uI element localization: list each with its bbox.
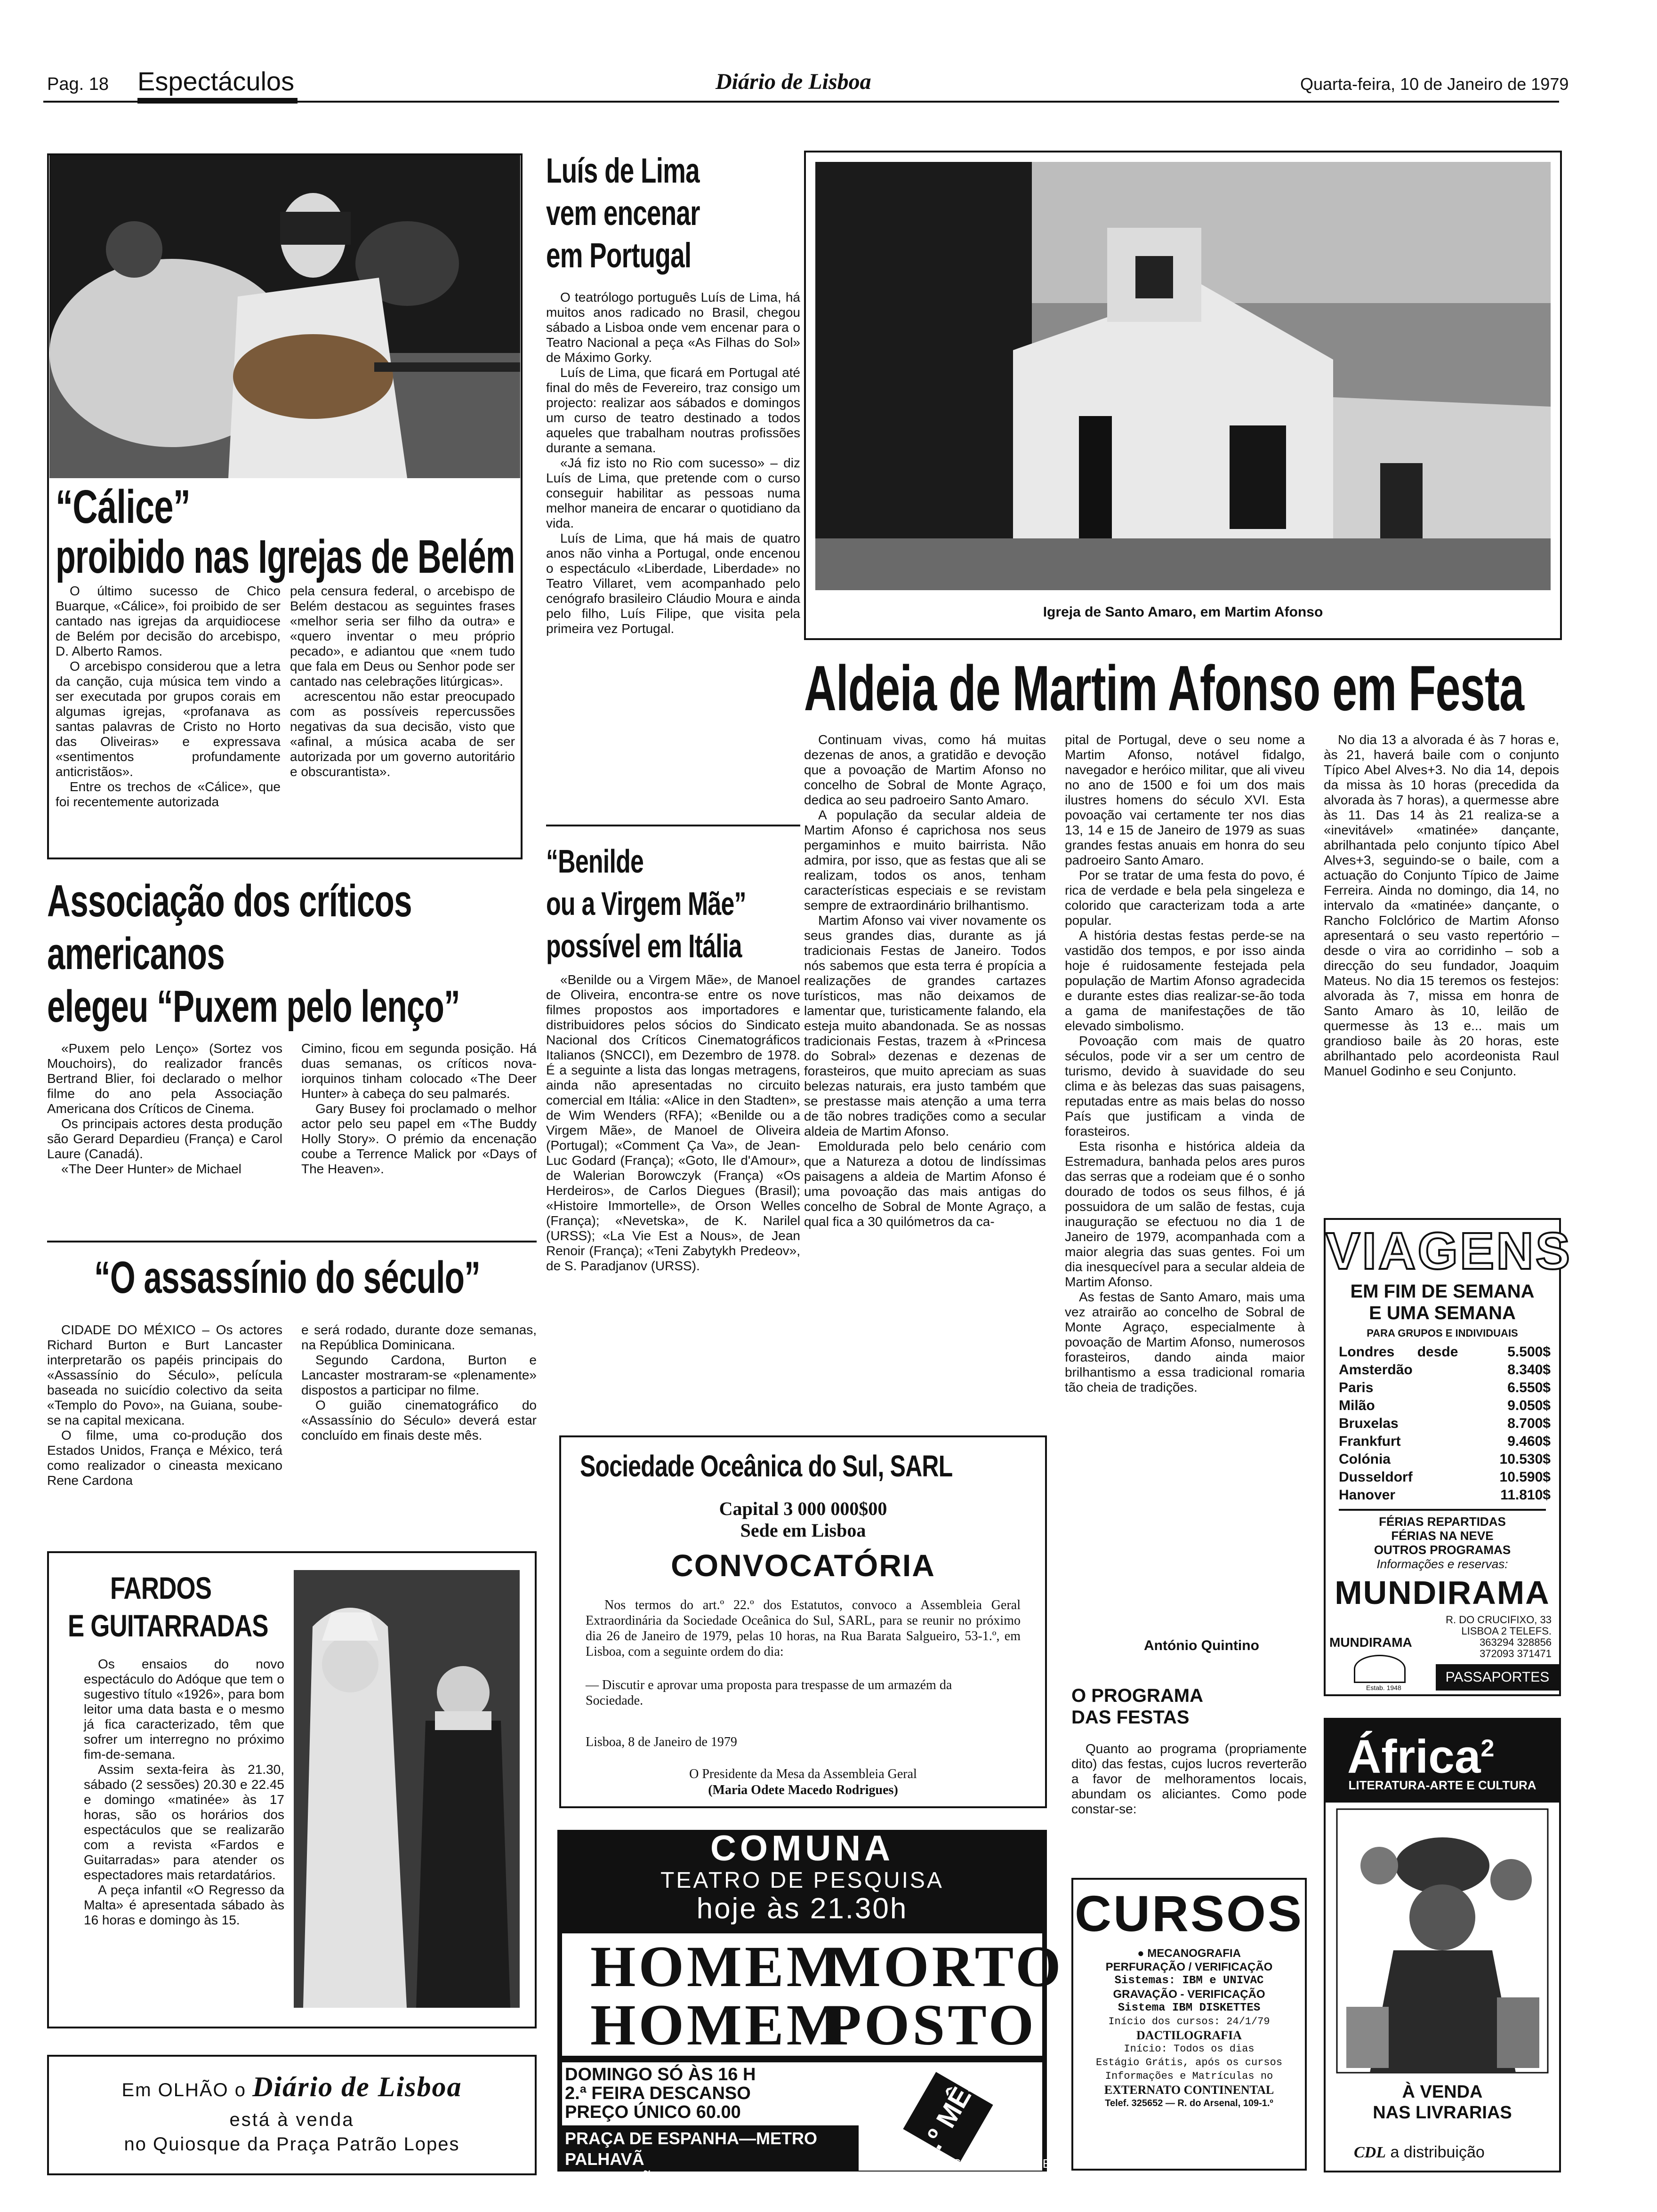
olhao-line-3: no Quiosque da Praça Patrão Lopes — [124, 2134, 460, 2155]
comuna-show-homem-1: HOMEM — [590, 1934, 845, 1999]
benilde-headline-3: possível em Itália — [546, 928, 742, 964]
igreja-santo-amaro-photo — [815, 162, 1551, 590]
price-row: Amsterdão 8.340$ — [1339, 1362, 1551, 1378]
aldeia-author: António Quintino — [1144, 1638, 1259, 1653]
olhao-line-1: Em OLHÃO o Diário de Lisboa — [121, 2071, 462, 2102]
africa-sale-2: NAS LIVRARIAS — [1373, 2103, 1512, 2123]
price-row: Hanover 11.810$ — [1339, 1487, 1551, 1503]
criticos-article — [47, 875, 537, 1224]
section-title: Espectáculos — [137, 66, 295, 96]
mundirama-contacts: R. DO CRUCIFIXO, 33 LISBOA 2 TELEFS. 363294 328856 372093 371471 — [1446, 1614, 1552, 1659]
sociedade-notice — [559, 1435, 1047, 1808]
issue-date: Quarta-feira, 10 de Janeiro de 1979 — [1300, 74, 1569, 94]
luis-headline-1: Luís de Lima — [546, 151, 700, 190]
page-number: Pag. 18 — [47, 74, 109, 94]
comuna-subtitle: TEATRO DE PESQUISA — [660, 1868, 944, 1893]
comuna-subsidio: SUBSÍDIO DA SEC — [953, 2156, 1060, 2171]
rule-assassinio-top — [47, 1241, 537, 1242]
fardos-headline-2: E GUITARRADAS — [68, 1608, 268, 1643]
price-row: Colónia 10.530$ — [1339, 1451, 1551, 1467]
viagens-sub-1: EM FIM DE SEMANA — [1350, 1281, 1535, 1302]
comuna-today: hoje às 21.30h — [696, 1892, 908, 1925]
cdl-logo: CDL — [1354, 2144, 1386, 2161]
fardos-text: Os ensaios do novo espectáculo do Adóque que tem o sugestivo título «1926», para bom leitor uma data basta e o mesmo já fica caracterizado, têm que sofrer um interregno no próximo fim-de-semana. Assim sexta-feira às 21.30, sábado (2 sessões) 20.30 e 22.45 e domingo «matinée» às 17 horas, são os horários dos espectáculos que se realizarão com a revista «Fardos e Guitarradas» para atender os espectadores mais retardatários. A peça infantil «O Regresso da Malta» é apresentada sábado às 16 horas e domingo às 15. — [84, 1657, 284, 1927]
price-row: Londres desde 5.500$ — [1339, 1344, 1551, 1360]
luis-headline-2: vem encenar — [546, 193, 700, 232]
aldeia-col-1: Continuam vivas, como há muitas dezenas de anos, a gratidão e devoção que a povoação de Martim Afonso no concelho de Sobral de Monte Agraço, dedica ao seu padroeiro Santo Amaro. A população da secular aldeia de Martim Afonso é caprichosa nos seus pergaminhos e muito bairrista. Não admira, por isso, que as festas que ali se realizam, todos os anos, tenham características especiais e se revistam sempre de extraordinário brilhantismo. Martim Afonso vai viver novamente os seus grandes dias, durante as já tradicionais Festas de Janeiro. Todos nós sabemos que esta terra é propícia a realizações de grandes cartazes turísticos, mas não deixamos de lamentar que, turisticamente falando, ela esteja muito abandonada. Se as nossas tradicionais Festas, trazem à «Princesa do Sobral» dezenas e dezenas de forasteiros, que muito apreciam as suas belezas naturais, era justo também que se prestasse mais atenção a uma terra de tão nobres tradições como a secular aldeia de Martim Afonso. Emoldurada pelo belo cenário com que a Natureza a dotou de lindíssimas paisagens a aldeia de Martim Afonso é uma povoação das mais antigas do concelho de Sobral de Monte Agraço, a qual fica a 30 quilómetros da ca- — [804, 732, 1046, 1229]
sociedade-title: Sociedade Oceânica do Sul, SARL — [580, 1449, 953, 1483]
passaportes-label: PASSAPORTES — [1436, 1664, 1559, 1691]
benilde-headline-2: ou a Virgem Mãe” — [546, 885, 746, 922]
calice-headline-2: proibido nas Igrejas de Belém — [56, 530, 515, 583]
comuna-ad — [557, 1828, 1064, 2189]
viagens-sub-2: E UMA SEMANA — [1369, 1303, 1516, 1323]
viagens-price-table — [1339, 1343, 1551, 1504]
criticos-headline-2: americanos — [47, 929, 225, 979]
mundirama-logo: MUNDIRAMA — [1335, 1574, 1550, 1611]
calice-col-1: O último sucesso de Chico Buarque, «Cálice», foi proibido de ser cantado nas igrejas da arquidiocese de Belém por decisão do arcebispo, D. Alberto Ramos. O arcebispo considerou que a letra da canção, cuja música tem vindo a ser executada por grupos corais em algumas igrejas, «profanava as santas palavras de Cristo no Horto das Oliveiras» e expressava «sentimentos profundamente anticristãos». Entre os trechos de «Cálice», que foi recentemente autorizada — [56, 584, 281, 809]
paper-name: Diário de Lisboa — [716, 69, 871, 94]
assassinio-col-2: e será rodado, durante doze semanas, na República Dominicana. Segundo Cardona, Burton e Lancaster mostraram-se «plenamente» dispostos a participar no filme. O guião cinematográfico do «Assassínio do Século» deverá estar concluído em finais deste mês. — [301, 1322, 537, 1443]
aldeia-col-2: pital de Portugal, deve o seu nome a Martim Afonso, notável fidalgo, navegador e heróico militar, que ali viveu no ano de 1500 e foi um dos mais ilustres homens do século XVI. Esta povoação vai certamente ter nos dias 13, 14 e 15 de Janeiro de 1979 as suas grandes festas anuais em honra do seu padroeiro Santo Amaro. Por se tratar de uma festa do povo, é rica de verdade e bela pela singeleza e colorido que caracterizam toda a arte popular. A história destas festas perde-se na vastidão dos tempos, e por isso ainda hoje é ruidosamente festejada pela população de Martim Afonso agradecida e durante estes dias realizar-se-ão toda a gama de manifestações de tão elevado simbolismo. Povoação com mais de quatro séculos, pode vir a ser um centro de turismo, devido à suavidade do seu clima e às belezas das suas paisagens, reputadas entre as mais belas do nosso País que justificam a vinda de forasteiros. Esta risonha e histórica aldeia da Estremadura, banhada pelos ares puros das serras que a rodeiam que é o sonho dourado de todos os seus filhos, é já possuidora de um salão de festas, cuja inauguração se efectuou no dia 1 de Janeiro de 1979, acompanhada com a maior alegria das suas gentes. Foi um dia inesquecível para a secular aldeia de Martim Afonso. As festas de Santo Amaro, mais uma vez atrairão ao concelho de Sobral de Monte Agraço, especialmente à povoação de Martim Afonso, numerosos forasteiros, dando ainda maior brilhantismo a essa tradicional romaria tão cheia de tradições. — [1065, 732, 1305, 1395]
assassinio-article — [47, 1252, 537, 1534]
comuna-show-homem-2: HOMEM — [590, 1993, 845, 2057]
price-row: Frankfurt 9.460$ — [1339, 1434, 1551, 1449]
africa-header — [1326, 1720, 1559, 1803]
sociedade-text: Nos termos do art.º 22.º dos Estatutos, convoco a Assembleia Geral Extraordinária da Sociedade Oceânica do Sul, SARL, para se reunir no próximo dia 26 de Janeiro de 1979, pelas 10 horas, na Rua Barata Salgueiro, 53-1.º, em Lisboa, com a seguinte ordem do dia: — [586, 1598, 1021, 1659]
comuna-show-posto: POSTO — [826, 1993, 1037, 2057]
assassinio-col-1: CIDADE DO MÉXICO – Os actores Richard Burton e Burt Lancaster interpretarão os papéis principais do «Assassínio do Século», película baseada no suicídio colectivo da seita «Templo do Povo», na Guiana, soube-se na capital mexicana. O filme, uma co-produção dos Estados Unidos, França e México, terá como realizador o cineasta mexicano Rene Cardona — [47, 1322, 282, 1488]
luis-headline-3: em Portugal — [546, 236, 692, 275]
aldeia-col-3: No dia 13 a alvorada é às 7 horas e, às 21, haverá baile com o conjunto Típico Abel Alves+3. No dia 14, depois da missa às 10 horas (precedida da alvorada às 7 horas), a quermesse abre às 11. Das 14 às 21 realiza-se a «inevitável» «matinée» dançante, abrilhantada pelo conjunto típico Abel Alves+3, seguindo-se o baile, com a actuação do Conjunto Típico de Jaime Ferreira. Ainda no domingo, dia 14, no intervalo da «matinée» dançante, o Rancho Folclórico de Martim Afonso apresentará o seu vasto repertório – desde o vira ao corridinho – sob a direcção do seu fundador, Joaquim Mateus. No dia 15 teremos os festejos: alvorada às 7, missa em honra de Santo Amaro às 10, leilão de quermesse às 13 e... mais um grandioso baile às 20 horas, este abrilhantado pelo acordeonista Raul Manuel Godinho e seu Conjunto. — [1324, 732, 1559, 1078]
criticos-headline-3: elegeu “Puxem pelo lenço” — [47, 981, 460, 1032]
comuna-address: PRAÇA DE ESPANHA—METRO PALHAVÃ MARCAÇÕES TEL. 76 26 24 — [557, 2125, 859, 2172]
sociedade-capital: Capital 3 000 000$00 — [719, 1498, 887, 1519]
calice-headline-1: “Cálice” — [56, 481, 191, 533]
luis-text: O teatrólogo português Luís de Lima, há muitos anos radicado no Brasil, chegou sábado a Lisboa onde vem encenar para o Teatro Nacional a peça «As Filhas do Sol» de Máximo Gorky. Luís de Lima, que ficará em Portugal até final do mês de Fevereiro, traz consigo um projecto: realizar aos sábados e domingos um curso de teatro destinado a todos aqueles que trabalham noutras profissões durante a semana. «Já fiz isto no Rio com sucesso» – diz Luís de Lima, que pretende com o curso conseguir habilitar as pessoas numa melhor maneira de encarar o quotidiano da vida. Luís de Lima, que há mais de quatro anos não vinha a Portugal, onde encenou o espectáculo «Liberdade, Liberdade» no Teatro Villaret, vem acompanhado pelo cenógrafo brasileiro Cláudio Moura e ainda pelo filho, Luís Filipe, que visita pela primeira vez Portugal. — [546, 290, 800, 636]
assassinio-headline: “O assassínio do século” — [94, 1252, 481, 1303]
sociedade-sede: Sede em Lisboa — [740, 1520, 866, 1541]
viagens-sub-3: PARA GRUPOS E INDIVIDUAIS — [1367, 1327, 1518, 1339]
igreja-caption: Igreja de Santo Amaro, em Martim Afonso — [1043, 604, 1323, 620]
fardos-article — [47, 1551, 537, 2028]
rule-luis-bottom — [546, 825, 800, 826]
africa-ad — [1324, 1718, 1561, 2172]
programa-heading: O PROGRAMA DAS FESTAS — [1071, 1685, 1203, 1728]
masthead — [0, 0, 1657, 113]
africa-sale-1: À VENDA — [1402, 2082, 1483, 2102]
comuna-second-month-stamp: 2.º MÊS — [903, 2072, 993, 2162]
comuna-name: COMUNA — [710, 1828, 894, 1868]
viagens-other-programs: FÉRIAS REPARTIDAS FÉRIAS NA NEVE OUTROS PROGRAMAS Informações e reservas: — [1374, 1515, 1511, 1571]
benilde-article — [546, 842, 800, 1450]
igreja-photo-frame — [804, 151, 1562, 640]
price-row: Milão 9.050$ — [1339, 1398, 1551, 1413]
africa-cover-art — [1337, 1809, 1548, 2073]
cursos-details: ● MECANOGRAFIA PERFURAÇÃO / VERIFICAÇÃO Sistemas: IBM e UNIVAC GRAVAÇÃO - VERIFICAÇÃO Sistema IBM DISKETTES Início dos cursos: 24/1/79 DACTILOGRAFIA Início: Todos os dias Estágio Grátis, após os cursos Informações e Matrículas no EXTERNATO CONTINENTAL Telef. 325652 — R. do Arsenal, 109-1.º — [1095, 1947, 1283, 2108]
price-row: Paris 6.550$ — [1339, 1380, 1551, 1395]
aldeia-headline: Aldeia de Martim Afonso em Festa — [804, 652, 1524, 724]
comuna-show-morto: MORTO — [826, 1934, 1064, 1999]
sociedade-signer-name: (Maria Odete Macedo Rodrigues) — [708, 1783, 898, 1797]
criticos-col-1: «Puxem pelo Lenço» (Sortez vos Mouchoirs), do realizador francês Bertrand Blier, foi declarado o melhor filme do ano pela Associação Americana dos Críticos de Cinema. Os principais actores desta produção são Gerard Depardieu (França) e Carol Laure (Canadá). «The Deer Hunter» de Michael — [47, 1041, 282, 1176]
olhao-line-2: está à venda — [229, 2109, 354, 2130]
olhao-ad — [47, 2055, 537, 2175]
criticos-col-2: Cimino, ficou em segunda posição. Há duas semanas, os críticos nova-iorquinos tinham colocado «The Deer Hunter» à cabeça do seu palmarés. Gary Busey foi proclamado o melhor actor pelo seu papel em «The Buddy Holly Story». O prémio da encenação coube a Terrence Malick por «Days of The Heaven». — [301, 1041, 537, 1176]
criticos-headline-1: Associação dos críticos — [47, 876, 412, 926]
sociedade-date: Lisboa, 8 de Janeiro de 1979 — [586, 1735, 737, 1749]
fardos-photo — [294, 1570, 520, 2008]
mundirama-estab: Estab. 1948 — [1366, 1684, 1401, 1691]
fardos-headline-1: FARDOS — [110, 1571, 212, 1605]
price-row: Dusseldorf 10.590$ — [1339, 1469, 1551, 1485]
benilde-headline-1: “Benilde — [546, 843, 644, 880]
calice-col-2: pela censura federal, o arcebispo de Belém destacou as seguintes frases «melhor seria ser filho da outra» e «quero inventar o meu próprio pecado», e adiantou que «nem tudo que fala em Deus ou Senhor pode ser cantado nas celebrações litúrgicas». acrescentou não estar preocupado com as possíveis repercussões negativas da sua decisão, visto que «afinal, a música acaba de ser autorizada por um governo autoritário e obscurantista». — [290, 584, 515, 779]
africa-subtitle: LITERATURA-ARTE E CULTURA — [1348, 1778, 1536, 1792]
globe-icon — [1354, 1655, 1406, 1683]
sociedade-agenda-item: — Discutir e aprovar uma proposta para trespasse de um armazém da Sociedade. — [586, 1678, 952, 1708]
cursos-ad — [1071, 1878, 1307, 2171]
comuna-show-panel — [562, 1933, 1064, 2057]
mundirama-small-logo: MUNDIRAMA — [1329, 1635, 1412, 1650]
olhao-paper-name: Diário de Lisboa — [252, 2071, 462, 2102]
comuna-info: DOMINGO SÓ ÀS 16 H 2.ª FEIRA DESCANSO PREÇO ÚNICO 60.00 — [565, 2065, 756, 2122]
benilde-text: «Benilde ou a Virgem Mãe», de Manoel de Oliveira, encontra-se entre os nove filmes propostos aos importadores e distribuidores pelos sócios do Sindicato Nacional dos Críticos Cinematográficos Italianos (SNCCI), em Dezembro de 1978. É a seguinte a lista das longas metragens, ainda não apresentadas no circuito comercial em Itália: «Alice in den Stadten», de Wim Wenders (RFA); «Benilde ou a Virgem Mãe», de Manoel de Oliveira (Portugal); «Comment Ça Va», de Jean-Luc Godard (França); «Goto, Ile d'Amour», de Walerian Borowczyk (França) «Os Herdeiros», de Carlos Diegues (Brasil); «Histoire Immortelle», de Orson Welles (França); «Nevetska», de K. Narilel (URSS); «La Vie Est a Nous», de Jean Renoir (França); «Teni Zabytykh Predeov», de S. Paradjanov (URSS). — [546, 972, 800, 1273]
masthead-rule — [43, 101, 1559, 103]
luis-de-lima-article — [546, 151, 800, 819]
chico-buarque-photo — [49, 155, 521, 478]
cursos-title: CURSOS — [1074, 1885, 1304, 1942]
sociedade-signer: O Presidente da Mesa da Assembleia Geral — [689, 1767, 917, 1781]
cdl-distribution: CDL a distribuição — [1354, 2143, 1485, 2161]
calice-article — [47, 153, 523, 859]
sociedade-heading: CONVOCATÓRIA — [671, 1548, 935, 1583]
africa-title: África$^2$ — [1347, 1730, 1495, 1783]
viagens-ad — [1324, 1218, 1572, 1696]
viagens-logo: VIAGENS — [1326, 1222, 1572, 1280]
viagens-rule — [1339, 1509, 1546, 1511]
programa-text: Quanto ao programa (propriamente dito) das festas, cujos lucros reverterão a favor de melhoramentos locais, abundam os aliciantes. Como pode constar-se: — [1071, 1741, 1307, 1816]
price-row: Bruxelas 8.700$ — [1339, 1416, 1551, 1431]
